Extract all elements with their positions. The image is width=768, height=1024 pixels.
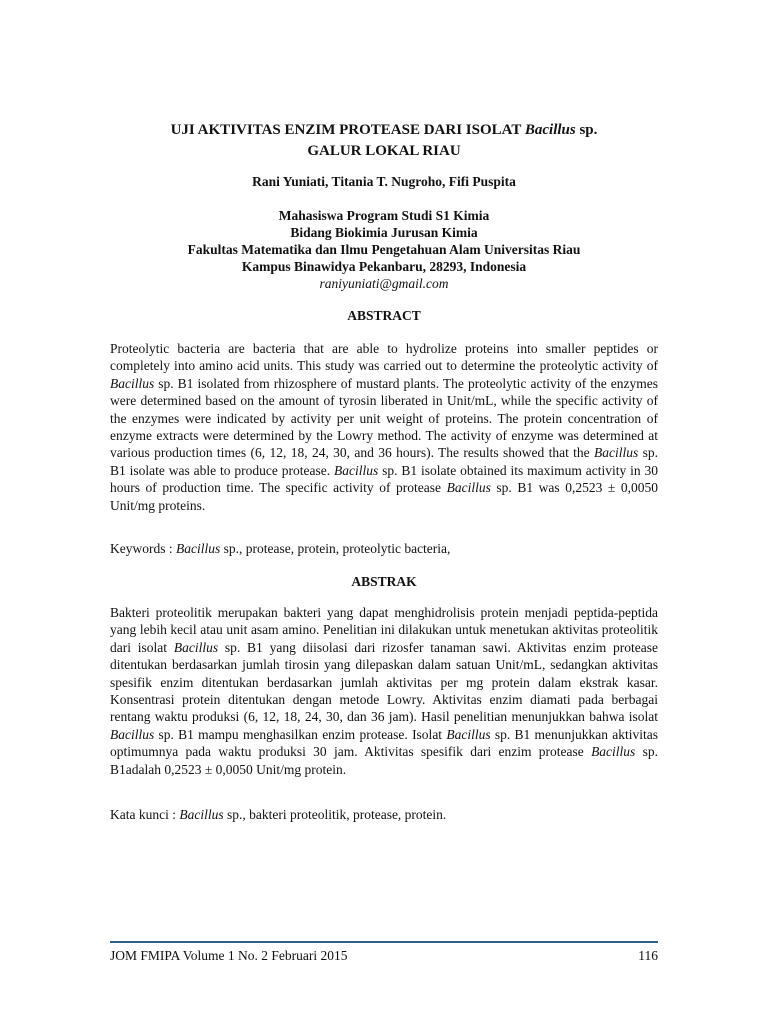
kata-kunci-line (110, 807, 658, 823)
abstrak-italic-3: Bacillus (446, 726, 491, 742)
abstrak-heading: ABSTRAK (351, 574, 417, 589)
abstrak-text-4: sp. B1 menunjukkan aktivitas optimumnya pada waktu produksi 30 jam. Aktivitas spesifik dari enzim protease (110, 726, 659, 760)
affiliation-block (110, 207, 658, 292)
abstrak-body (110, 604, 658, 778)
abstract-text-1: Proteolytic bacteria are bacteria that are able to hydrolize proteins into smaller peptides or completely into amino acid units. This study was carried out to determine the proteolytic activity of (110, 341, 658, 374)
abstract-text-2: sp. B1 isolated from rhizosphere of mustard plants. The proteolytic activity of the enzymes were determined based on the amount of tyrosin liberated in Unit/mL, while the specific activity of the enzymes were indicated by activity per unit weight of proteins. The protein concentration of enzyme extracts were determined by the Lowry method. The activity of enzyme was determined at various production times (6, 12, 18, 24, 30, and 36 hours). The results showed that the (110, 375, 658, 461)
keywords-italic: Bacillus (176, 541, 221, 556)
title-line2: GALUR LOKAL RIAU (307, 143, 461, 159)
abstract-italic-3: Bacillus (333, 462, 379, 478)
title-line1-italic: Bacillus (524, 122, 576, 138)
affiliation-program: Mahasiswa Program Studi S1 Kimia (278, 208, 490, 223)
abstrak-italic-2: Bacillus (110, 726, 155, 742)
abstract-text-4: sp. B1 isolate obtained its maximum activity in 30 hours of production time. The specific activity of protease (110, 462, 658, 496)
abstrak-italic-1: Bacillus (173, 639, 219, 655)
paper-title (110, 120, 658, 162)
abstrak-text-3: sp. B1 mampu menghasilkan enzim protease. Isolat (154, 726, 447, 742)
affiliation-faculty: Fakultas Matematika dan Ilmu Pengetahuan Alam Universitas Riau (187, 242, 581, 257)
footer-divider (110, 941, 658, 943)
abstrak-text-2: sp. B1 yang diisolasi dari rizosfer tanaman sawi. Aktivitas enzim protease ditentukan berdasarkan jumlah tirosin yang dilepaskan dalam satuan Unit/mL, sedangkan aktivitas spesifik enzim ditentukan berdasarkan jumlah aktivitas per mg protein dalam ekstrak kasar. Konsentrasi protein ditentukan dengan metode Lowry. Aktivitas enzim diamati pada berbagai rentang waktu produksi (6, 12, 18, 24, 30, dan 36 jam). Hasil penelitian menunjukkan bahwa isolat (110, 639, 658, 725)
abstrak-text-1: Bakteri proteolitik merupakan bakteri yang dapat menghidrolisis protein menjadi peptida-peptida yang lebih kecil atau unit asam amino. Penelitian ini dilakukan untuk menetukan aktivitas proteolitik dari isolat (110, 605, 658, 655)
kata-kunci-label: Kata kunci : (110, 807, 180, 822)
affiliation-department: Bidang Biokimia Jurusan Kimia (290, 225, 478, 240)
abstract-body (110, 340, 658, 514)
abstract-italic-2: Bacillus (594, 445, 639, 461)
abstract-heading: ABSTRACT (347, 308, 421, 323)
kata-kunci-list: sp., bakteri proteolitik, protease, protein. (223, 807, 447, 822)
keywords-label: Keywords : (110, 541, 176, 556)
footer-journal: JOM FMIPA Volume 1 No. 2 Februari 2015 (110, 948, 348, 963)
paper-page (110, 0, 658, 1024)
abstract-text-3: sp. B1 isolate was able to produce protease. (110, 445, 658, 478)
abstract-italic-4: Bacillus (446, 480, 491, 496)
title-line1-prefix: UJI AKTIVITAS ENZIM PROTEASE DARI ISOLAT (170, 122, 525, 138)
abstrak-text-5: sp. B1adalah 0,2523 ± 0,0050 Unit/mg protein. (110, 744, 658, 777)
title-line1-suffix: sp. (575, 122, 598, 138)
author-email: raniyuniati@gmail.com (319, 276, 449, 291)
footer-page-number: 116 (638, 948, 658, 963)
abstract-italic-1: Bacillus (110, 375, 155, 391)
abstrak-italic-4: Bacillus (591, 744, 636, 760)
abstract-text-5: sp. B1 was 0,2523 ± 0,0050 Unit/mg proteins. (110, 480, 658, 513)
author-list: Rani Yuniati, Titania T. Nugroho, Fifi Puspita (252, 174, 516, 189)
keywords-list: sp., protease, protein, proteolytic bacteria, (220, 541, 451, 556)
affiliation-campus: Kampus Binawidya Pekanbaru, 28293, Indonesia (241, 259, 527, 274)
kata-kunci-italic: Bacillus (179, 807, 224, 822)
keywords-line (110, 541, 658, 557)
